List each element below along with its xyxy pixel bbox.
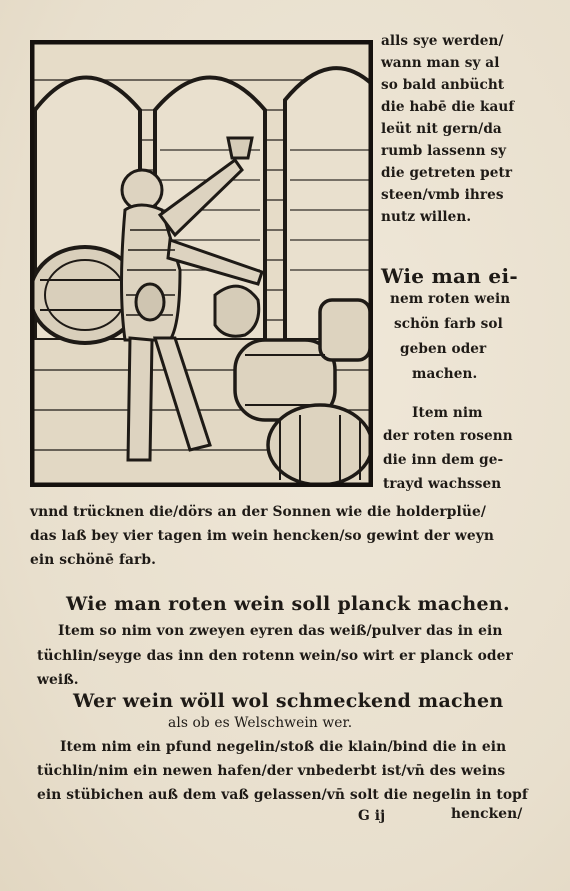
body-line: das laß bey vier tagen im wein hencken/so gewint der weyn xyxy=(30,528,494,544)
body-line: ein stübichen auß dem vaß gelassen/vn̄ solt die negelin in topf xyxy=(37,787,528,803)
body-line: vnnd trücknen die/dörs an der Sonnen wie die holderplüe/ xyxy=(30,504,486,520)
body-line: tüchlin/nim ein newen hafen/der vnbederbt ist/vn̄ des weins xyxy=(37,763,506,779)
body-line: weiß. xyxy=(37,672,79,688)
signature-mark: G ij xyxy=(358,808,386,824)
section-heading-line: nem roten wein xyxy=(390,291,511,307)
column-line: steen/vmb ihres xyxy=(381,187,504,203)
body-line: tüchlin/seyge das inn den rotenn wein/so wirt er planck oder xyxy=(37,648,513,664)
section-heading-line: Wie man ei- xyxy=(381,264,518,288)
woodcut-illustration xyxy=(30,40,373,487)
column-line: wann man sy al xyxy=(381,55,500,71)
body-line: die inn dem ge- xyxy=(383,452,504,468)
body-line: Item so nim von zweyen eyren das weiß/pulver das in ein xyxy=(58,623,503,639)
section-heading-line: schön farb sol xyxy=(394,316,503,332)
catchword: hencken/ xyxy=(451,806,523,822)
column-line: leüt nit gern/da xyxy=(381,121,502,137)
body-line: der roten rosenn xyxy=(383,428,513,444)
column-line: die getreten petr xyxy=(381,165,513,181)
body-line: ein schönē farb. xyxy=(30,552,157,568)
body-line: Item nim xyxy=(412,405,483,421)
section-heading: Wie man roten wein soll planck machen. xyxy=(66,593,510,615)
column-line: so bald anbücht xyxy=(381,77,505,93)
section-heading-line: geben oder xyxy=(400,341,487,357)
column-line: rumb lassenn sy xyxy=(381,143,507,159)
section-heading-line: machen. xyxy=(412,366,478,382)
column-line: nutz willen. xyxy=(381,209,472,225)
column-line: die habē die kauf xyxy=(381,99,515,115)
body-line: trayd wachssen xyxy=(383,476,502,492)
body-line: Item nim ein pfund negelin/stoß die klain/bind die in ein xyxy=(60,739,507,755)
section-heading: Wer wein wöll wol schmeckend machen xyxy=(73,690,504,712)
section-subheading: als ob es Welschwein wer. xyxy=(168,715,353,731)
column-line: alls sye werden/ xyxy=(381,33,504,49)
